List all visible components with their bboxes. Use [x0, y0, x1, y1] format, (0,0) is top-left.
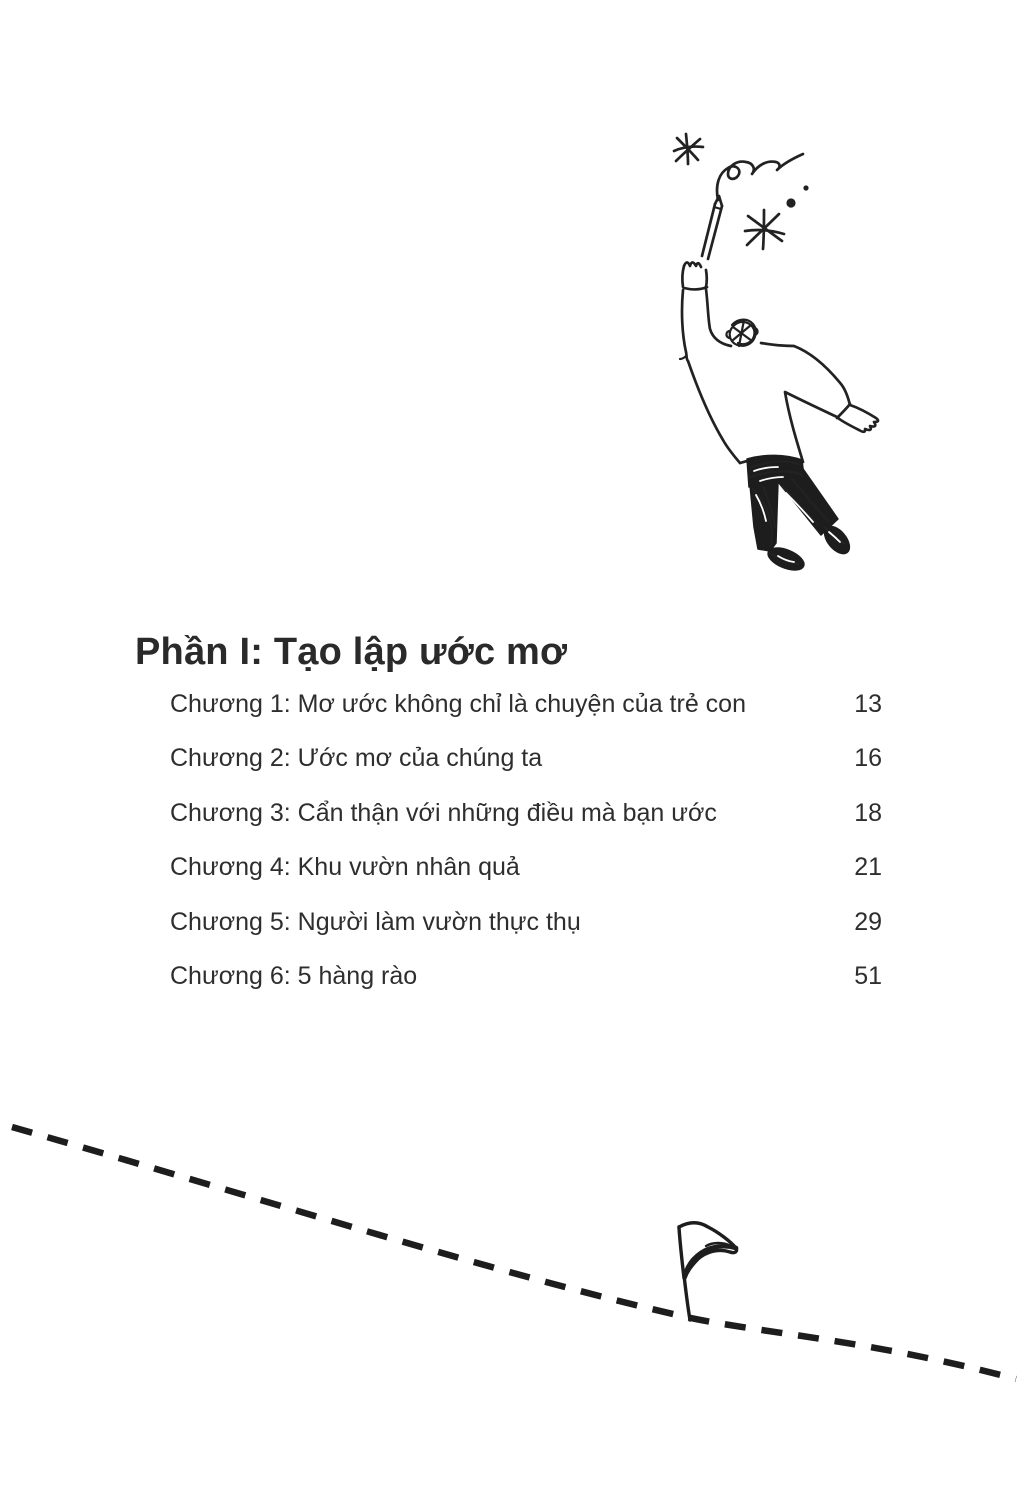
table-of-contents: [170, 677, 882, 1004]
toc-entry-page: 18: [854, 798, 882, 827]
toc-entry: [170, 895, 882, 950]
star-doodle-small: [674, 134, 703, 164]
hill-flag-illustration: [0, 1100, 1024, 1400]
pencil-icon: [702, 196, 722, 259]
floating-person-illustration: [620, 115, 920, 595]
person-body: [680, 289, 850, 463]
curly-hair-doodle: [717, 154, 803, 200]
toc-entry-page: 51: [854, 962, 882, 991]
toc-entry: [170, 677, 882, 732]
hand-holding-pencil: [682, 263, 707, 290]
toc-entry: [170, 786, 882, 841]
toc-entry-label: Chương 3: Cẩn thận với những điều mà bạn ước: [170, 798, 717, 827]
flag-icon: [679, 1223, 737, 1320]
dot-doodle-small: [803, 185, 808, 190]
scribble-ball-doodle: [726, 320, 757, 346]
toc-entry: [170, 841, 882, 896]
toc-entry-label: Chương 2: Ước mơ của chúng ta: [170, 744, 543, 773]
scribbled-legs: [747, 455, 854, 574]
dot-doodle-large: [786, 198, 795, 207]
toc-entry-label: Chương 6: 5 hàng rào: [170, 962, 418, 991]
toc-entry-page: 21: [854, 853, 882, 882]
toc-entry-label: Chương 5: Người làm vườn thực thụ: [170, 907, 581, 936]
toc-entry: [170, 732, 882, 787]
toc-entry-label: Chương 4: Khu vườn nhân quả: [170, 853, 520, 882]
toc-entry-page: 16: [854, 744, 882, 773]
toc-entry: [170, 950, 882, 1005]
dashed-hill-path: [12, 1127, 1016, 1379]
toc-entry-page: 13: [854, 689, 882, 718]
star-doodle-large: [745, 210, 784, 249]
toc-entry-label: Chương 1: Mơ ước không chỉ là chuyện của trẻ con: [170, 689, 746, 718]
section-heading: Phần I: Tạo lập ước mơ: [135, 631, 568, 674]
toc-entry-page: 29: [854, 907, 882, 936]
